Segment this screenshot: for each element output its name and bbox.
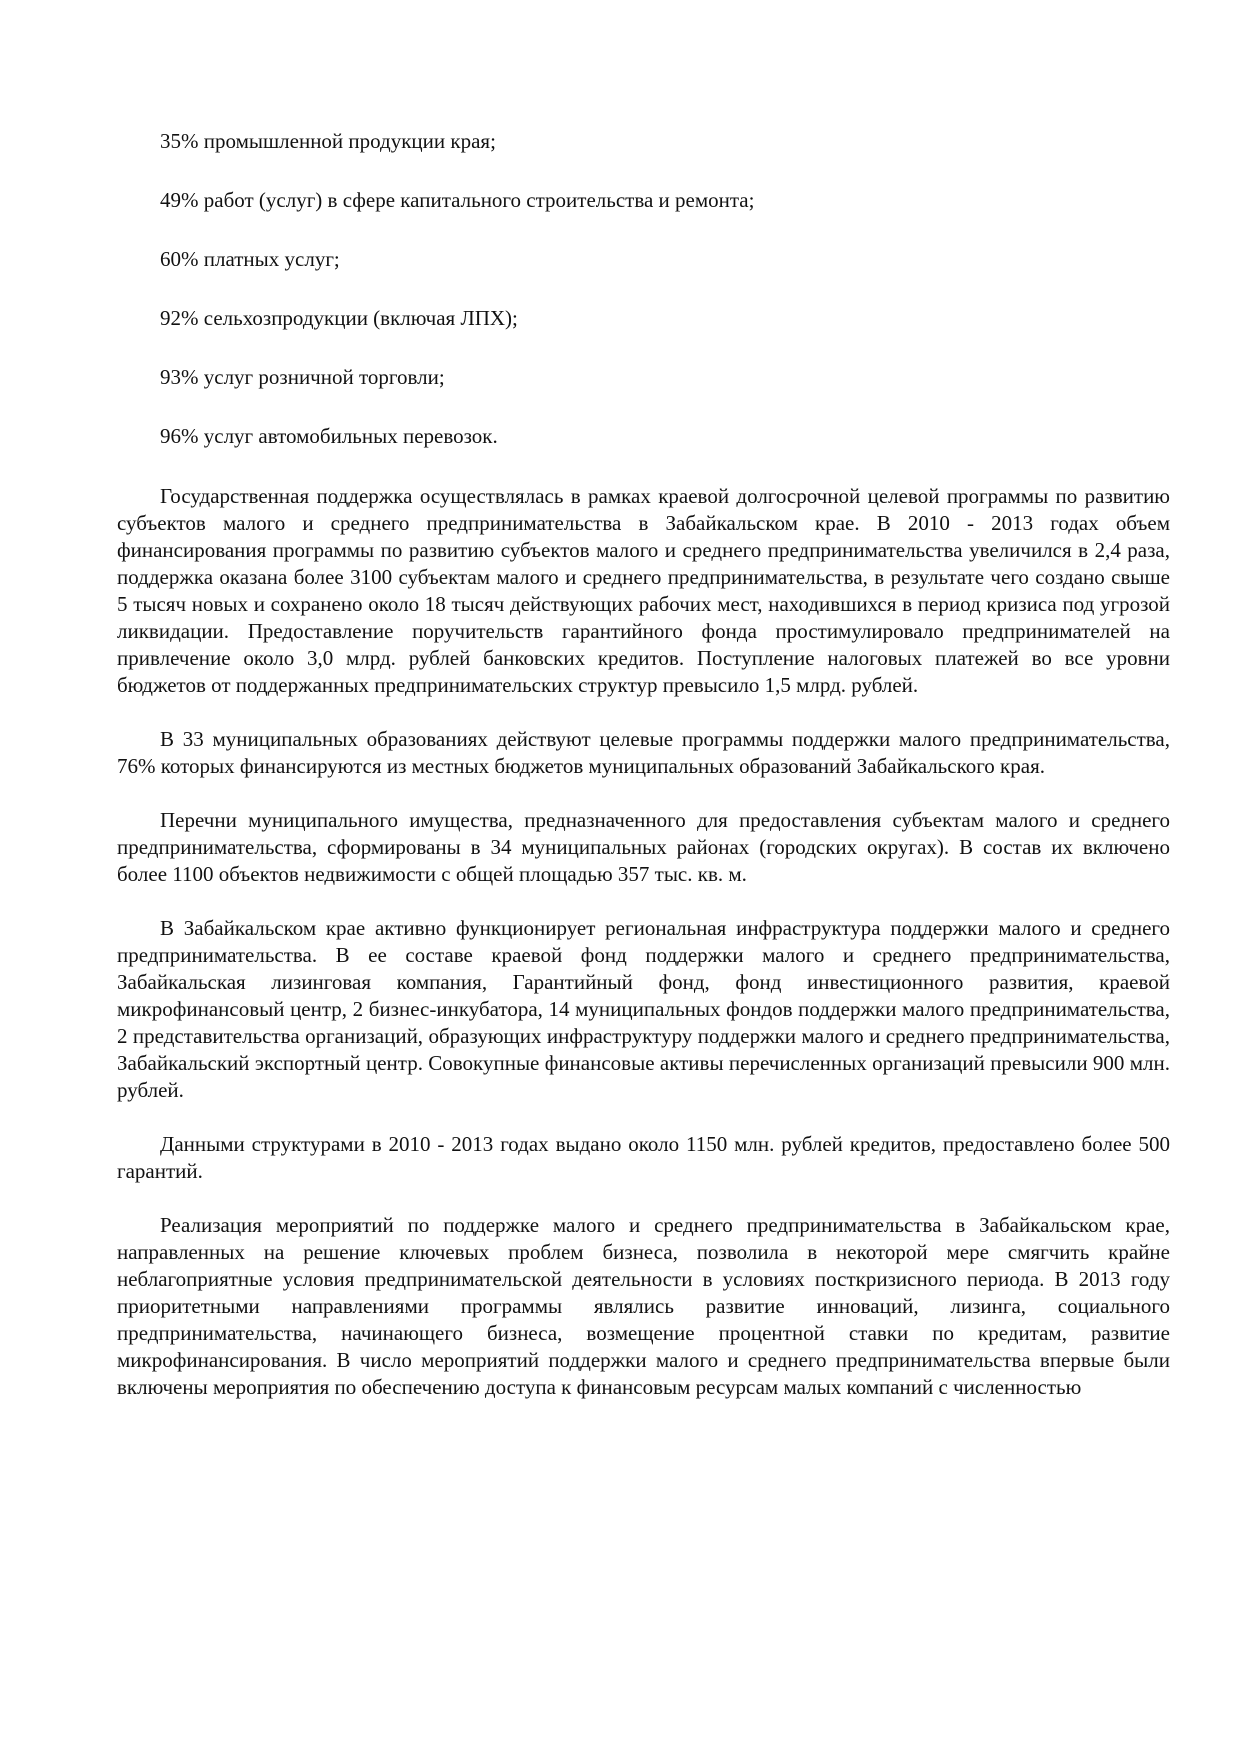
list-item-industrial: 35% промышленной продукции края; — [160, 129, 496, 153]
paragraph-municipal-property: Перечни муниципального имущества, предназначенного для предоставления субъектам малого и среднего предпринимательства, сформированы в 34 муниципальных районах (городских округах). В состав их включено более 1100 объектов недвижимости с общей площадью 357 тыс. кв. м. — [117, 808, 1170, 886]
paragraph-credits-guarantees: Данными структурами в 2010 - 2013 годах выдано около 1150 млн. рублей кредитов, предоставлено более 500 гарантий. — [117, 1132, 1170, 1183]
share-list — [117, 128, 1170, 450]
list-item-transport: 96% услуг автомобильных перевозок. — [160, 424, 498, 448]
list-item-construction: 49% работ (услуг) в сфере капитального строительства и ремонта; — [160, 188, 755, 212]
document-page — [117, 128, 1170, 1428]
paragraph-municipal-programs: В 33 муниципальных образованиях действуют целевые программы поддержки малого предпринимательства, 76% которых финансируются из местных бюджетов муниципальных образований Забайкальского края. — [117, 727, 1170, 778]
paragraph-state-support: Государственная поддержка осуществлялась в рамках краевой долгосрочной целевой программы по развитию субъектов малого и среднего предпринимательства в Забайкальском крае. В 2010 - 2013 годах объем финансирования программы по развитию субъектов малого и среднего предпринимательства увеличился в 2,4 раза, поддержка оказана более 3100 субъектам малого и среднего предпринимательства, в результате чего создано свыше 5 тысяч новых и сохранено около 18 тысяч действующих рабочих мест, находившихся в период кризиса под угрозой ликвидации. Предоставление поручительств гарантийного фонда простимулировало предпринимателей на привлечение около 3,0 млрд. рублей банковских кредитов. Поступление налоговых платежей во все уровни бюджетов от поддержанных предпринимательских структур превысило 1,5 млрд. рублей. — [117, 484, 1170, 697]
list-item-retail: 93% услуг розничной торговли; — [160, 365, 445, 389]
list-item-paid-services: 60% платных услуг; — [160, 247, 340, 271]
paragraph-infrastructure: В Забайкальском крае активно функционирует региональная инфраструктура поддержки малого и среднего предпринимательства. В ее составе краевой фонд поддержки малого и среднего предпринимательства, Забайкальская лизинговая компания, Гарантийный фонд, фонд инвестиционного развития, краевой микрофинансовый центр, 2 бизнес-инкубатора, 14 муниципальных фондов поддержки малого предпринимательства, 2 представительства организаций, образующих инфраструктуру поддержки малого и среднего предпринимательства, Забайкальский экспортный центр. Совокупные финансовые активы перечисленных организаций превысили 900 млн. рублей. — [117, 916, 1170, 1102]
list-item-agriculture: 92% сельхозпродукции (включая ЛПХ); — [160, 306, 518, 330]
paragraph-implementation: Реализация мероприятий по поддержке малого и среднего предпринимательства в Забайкальском крае, направленных на решение ключевых проблем бизнеса, позволила в некоторой мере смягчить крайне неблагоприятные условия предпринимательской деятельности в условиях посткризисного периода. В 2013 году приоритетными направлениями программы являлись развитие инноваций, лизинга, социального предпринимательства, начинающего бизнеса, возмещение процентной ставки по кредитам, развитие микрофинансирования. В число мероприятий поддержки малого и среднего предпринимательства впервые были включены мероприятия по обеспечению доступа к финансовым ресурсам малых компаний с численностью — [117, 1213, 1170, 1399]
